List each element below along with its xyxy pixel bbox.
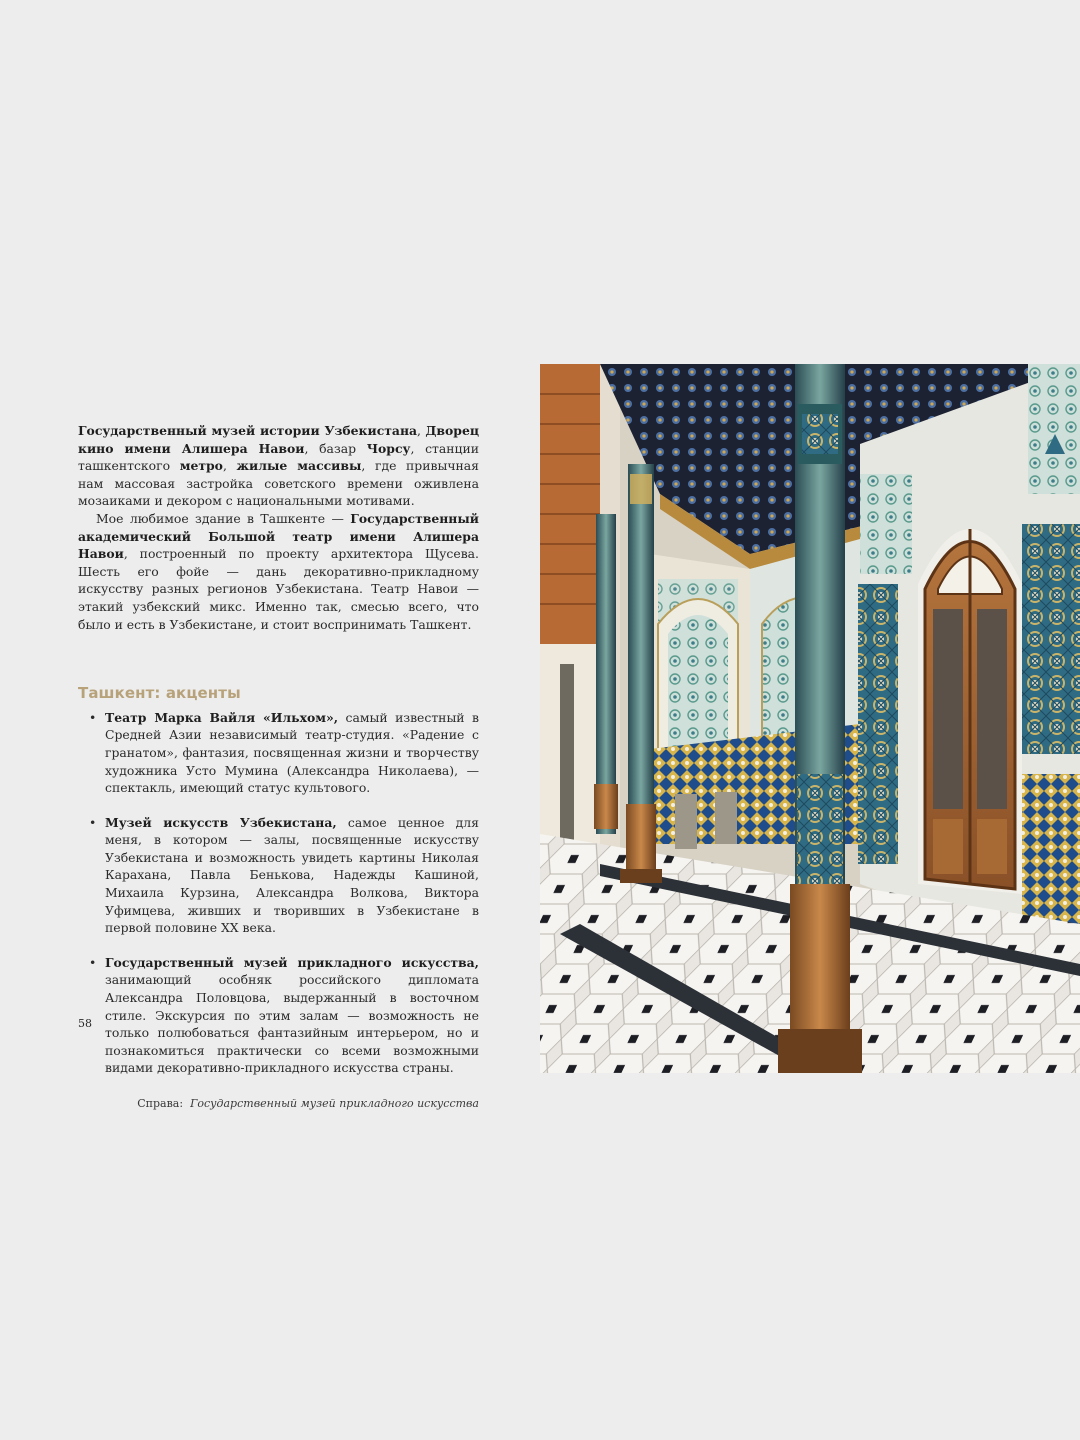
bullet-icon: • xyxy=(89,814,97,830)
list-item xyxy=(89,954,479,1077)
bold-term: метро xyxy=(179,458,223,474)
text-run: , xyxy=(417,423,426,438)
bold-term: Государственный музей истории Узбекистана xyxy=(78,423,418,438)
caption-title: Государственный музей прикладного искусства xyxy=(190,1097,479,1110)
photo-illustration xyxy=(540,364,1080,1073)
item-text: самое ценное для меня, в котором — залы, посвященные искусству Узбекистана и возможность увидеть картины Николая Карахана, Павла Бенькова, Надежды Кашиной, Михаила Курзина, Александра Волкова, Виктора Уфимцева, живших и творивших в Узбекистане в первой половине XX века. xyxy=(105,814,479,936)
left-page xyxy=(78,422,479,1113)
item-text: самый известный в Средней Азии независимый театр-студия. «Радение с гранатом», фантазия, посвященная жизни и творчеству художника Усто Мумина (Александра Николаева), — спектакль, имеющий статус культового. xyxy=(105,709,480,796)
intro-paragraph-1 xyxy=(78,422,479,510)
item-text: занимающий особняк российского дипломата Александра Половцова, выдержанный в восточном стиле. Экскурсия по этим залам — возможность не только полюбоваться фантазийным интерьером, но и познакомиться практически со всеми возможными видами декоративно-прикладного искусства страны. xyxy=(105,972,479,1076)
bullet-icon: • xyxy=(89,954,97,970)
photo-caption xyxy=(78,1095,479,1113)
item-name: Музей искусств Узбекистана, xyxy=(105,814,337,830)
caption-prefix: Справа: xyxy=(137,1097,184,1110)
item-name: Театр Марка Вайля «Ильхом», xyxy=(105,709,339,725)
intro-paragraph-2 xyxy=(78,510,479,633)
text-run: , xyxy=(222,458,237,474)
text-run: , построенный по проекту архитектора Щусева. Шесть его фойе — дань декоративно-прикладному искусству разных регионов Узбекистана. Театр Навои — этакий узбекский микс. Именно так, смесью всего, что было и есть в Узбекистане, и стоит воспринимать Ташкент. xyxy=(78,546,479,632)
text-run: , базар xyxy=(304,440,367,456)
bold-term: Дворец кино имени Алишера Навои xyxy=(78,423,479,456)
list-item xyxy=(89,709,480,797)
text-run: Мое любимое здание в Ташкенте — xyxy=(96,510,351,526)
bold-term: жилые массивы xyxy=(236,458,362,474)
bold-term: Государственный академический Большой театр имени Алишера Навои xyxy=(78,510,479,562)
text-run: , станции ташкентского xyxy=(78,440,479,474)
list-item xyxy=(89,814,479,937)
accents-list xyxy=(78,709,479,1077)
page-number: 58 xyxy=(78,1017,92,1030)
section-heading: Ташкент: акценты xyxy=(78,684,241,703)
bullet-icon: • xyxy=(89,709,97,725)
bold-term: Чорсу xyxy=(366,440,411,456)
museum-interior-photo xyxy=(540,364,1080,1073)
item-name: Государственный музей прикладного искусства, xyxy=(105,954,479,970)
intro-text xyxy=(78,422,479,633)
text-run: , где привычная нам массовая застройка советского времени оживлена мозаиками и декором с национальными мотивами. xyxy=(78,458,479,509)
